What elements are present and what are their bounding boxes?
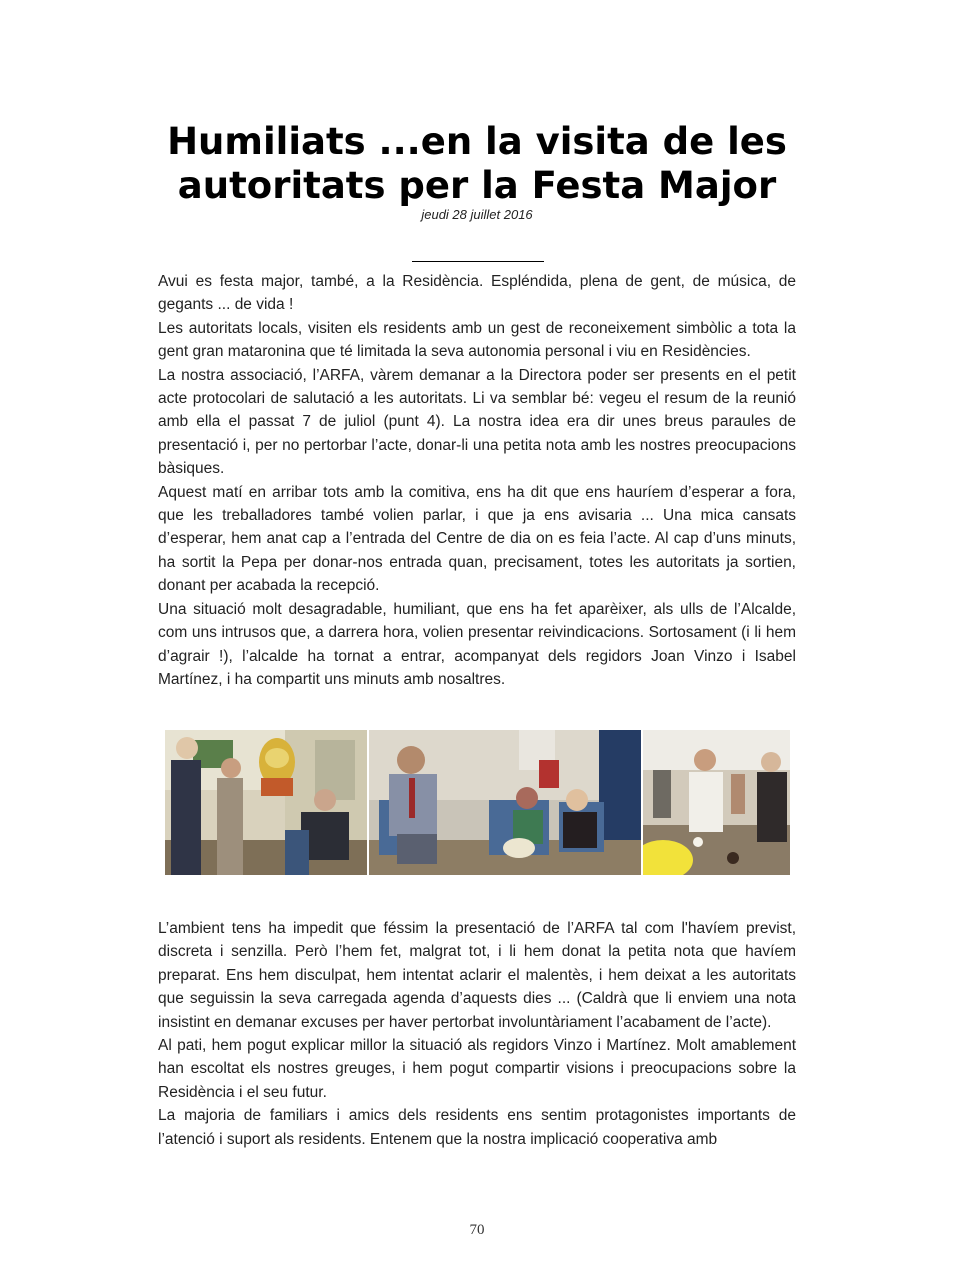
page-number: 70 xyxy=(469,1222,485,1238)
paragraph: Les autoritats locals, visiten els residents amb un gest de reconeixement simbòlic a tota la gent gran mataronina que té limitada la seva autonomia personal i viu en Residències. xyxy=(158,319,796,361)
paragraph: La majoria de familiars i amics dels residents ens sentim protagonistes importants de l’atenció i suport als residents. Entenem que la nostra implicació cooperativa amb xyxy=(158,1107,796,1148)
photo-visit-right xyxy=(643,730,790,875)
paragraph: Avui es festa major, també, a la Residència. Espléndida, plena de gent, de música, de gegants ... de vida ! xyxy=(158,273,796,314)
photo-visit-center xyxy=(369,730,641,875)
title-divider xyxy=(412,261,544,262)
article-date: jeudi 28 juillet 2016 xyxy=(421,207,533,222)
article-body-top xyxy=(158,270,796,691)
paragraph: Al pati, hem pogut explicar millor la situació als regidors Vinzo i Martínez. Molt amablement han escoltat els nostres greuges, i hem pogut compartir visions i preocupacions sobre la Residència i el seu futur. xyxy=(158,1037,796,1101)
paragraph: La nostra associació, l’ARFA, vàrem demanar a la Directora poder ser presents en el petit acte protocolari de salutació a les autoritats. Li va semblar bé: vegeu el resum de la reunió amb ella el passat 7 de juliol (punt 4). La nostra idea era dir unes breus paraules de presentació i, per no pertorbar l’acte, donar-li una petita nota amb les nostres preocupacions bàsiques. xyxy=(158,366,796,478)
paragraph: L’ambient tens ha impedit que féssim la presentació de l’ARFA tal com l'havíem previst, discreta i senzilla. Però l’hem fet, malgrat tot, i li hem donat la petita nota que havíem preparat. Ens hem disculpat, hem intentat aclarir el malentès, i hem deixat a les autoritats que seguissin la seva carregada agenda d’aquests dies ... (Caldrà que li enviem una nota insistint en demanar excuses per haver pertorbat involuntàriament l’acabament de l’acte). xyxy=(158,920,796,1031)
article-body-bottom xyxy=(158,917,796,1151)
photo-visit-left xyxy=(165,730,367,875)
article-title: Humiliats ...en la visita de les autoritats per la Festa Major xyxy=(167,120,787,207)
paragraph: Aquest matí en arribar tots amb la comitiva, ens ha dit que ens hauríem d’esperar a fora, que les treballadores també volien parlar, i que ja ens avisaria ... Una mica cansats d’esperar, hem anat cap a l’entrada del Centre de dia on es feia l’acte. Al cap d’uns minuts, ha sortit la Pepa per donar-nos entrada quan, precisament, totes les autoritats ja sortien, donant per acabada la recepció. xyxy=(158,483,796,595)
photo-strip xyxy=(165,730,790,875)
paragraph: Una situació molt desagradable, humiliant, que ens ha fet aparèixer, als ulls de l’Alcalde, com uns intrusos que, a darrera hora, volien presentar reivindicacions. Sortosament (i li hem d’agrair !), l’alcalde ha tornat a entrar, acompanyat dels regidors Joan Vinzo i Isabel Martínez, i ha compartit uns minuts amb nosaltres. xyxy=(158,600,796,688)
